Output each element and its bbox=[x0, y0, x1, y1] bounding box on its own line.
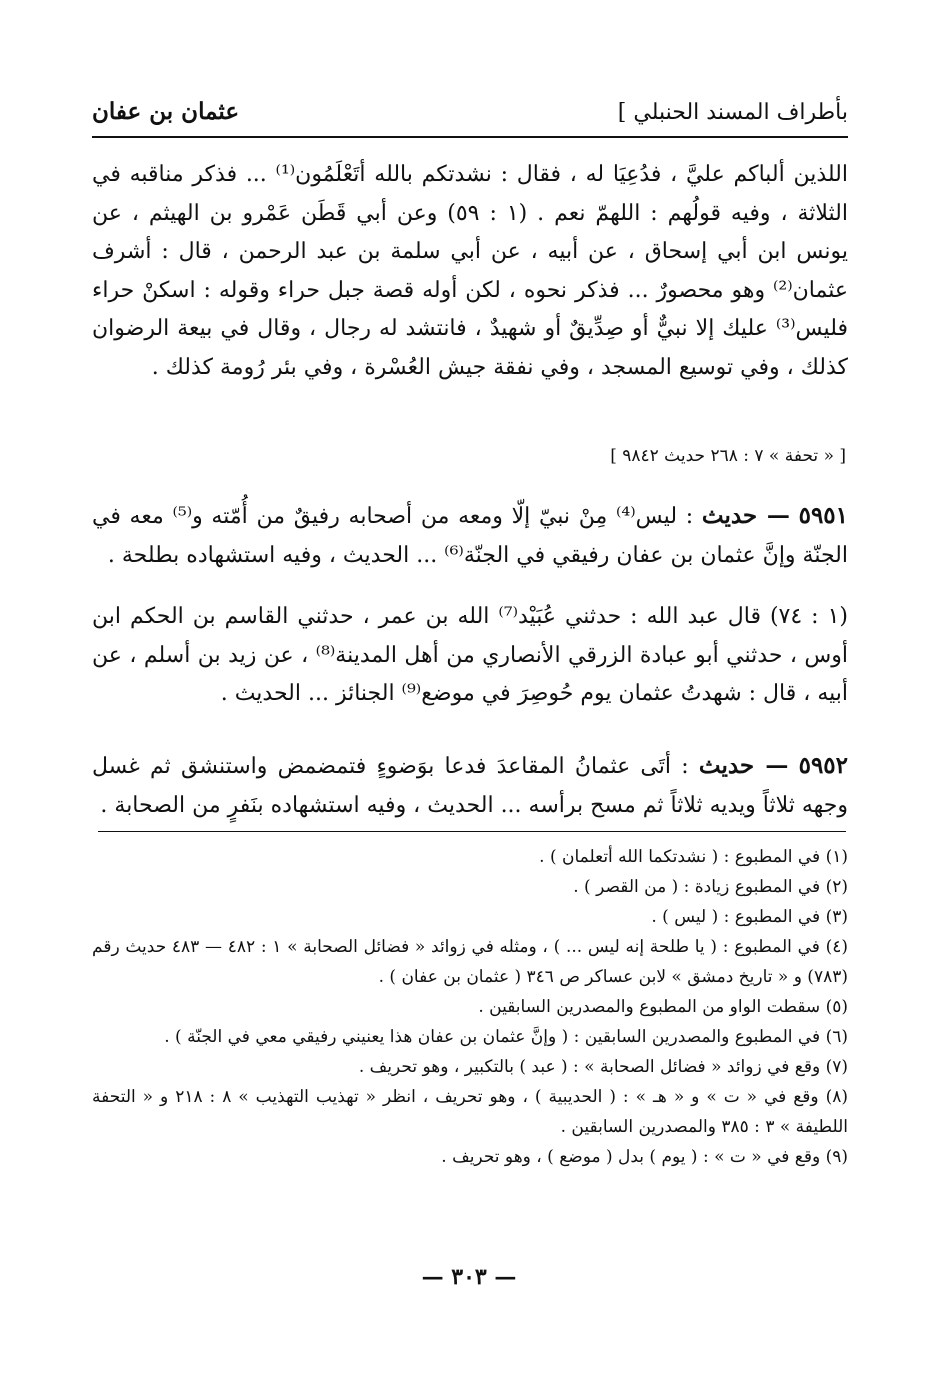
tuhfa-reference: [ « تحفة » ٧ : ٢٦٨ حديث ٩٨٤٢ ] bbox=[610, 446, 846, 466]
footnote-9: (٩) وقع في « ت » : ( يوم ) بدل ( موضع ) ، وهو تحريف . bbox=[441, 1147, 848, 1167]
hadith-5951: ٥٩٥١ — حديث : ليس⁽⁴⁾ مِنْ نبيّ إلّا ومعه من أصحابه رفيقٌ من أُمّته و⁽⁵⁾ معه في الجنّة وإنَّ عثمان بن عفان رفيقي في الجنّة⁽⁶⁾ ... الحديث ، وفيه استشهاده بطلحة . bbox=[92, 502, 849, 568]
footnote-1: (١) في المطبوع : ( نشدتكما الله أتعلمان ) . bbox=[539, 847, 848, 867]
footnote-7: (٧) وقع في زوائد « فضائل الصحابة » : ( عبد ) بالتكبير ، وهو تحريف . bbox=[358, 1057, 848, 1077]
hadith-label: حديث bbox=[698, 752, 755, 779]
page-number: — ٣٠٣ — bbox=[421, 1264, 517, 1290]
isnad-text: (١ : ٧٤) قال عبد الله : حدثني عُبَيْد⁽⁷⁾ الله بن عمر ، حدثني القاسم بن الحكم ابن أوس ، حدثني أبو عبادة الزرقي الأنصاري من أهل المدينة⁽⁸⁾ ، عن زيد بن أسلم ، عن أبيه ، قال : شهدتُ عثمان يوم حُوصِرَ في موضع⁽⁹⁾ الجنائز ... الحديث . bbox=[92, 604, 848, 706]
footnote-6: (٦) في المطبوع والمصدرين السابقين : ( وإنَّ عثمان بن عفان هذا يعنيني رفيقي معي في الجنّة ) . bbox=[164, 1027, 848, 1047]
page-header bbox=[92, 96, 848, 136]
footnote-3: (٣) في المطبوع : ( ليس ) . bbox=[651, 907, 848, 927]
continued-paragraph bbox=[92, 156, 848, 387]
section-title: عثمان بن عفان bbox=[92, 98, 240, 125]
isnad-paragraph bbox=[92, 598, 848, 714]
header-rule bbox=[92, 136, 848, 138]
footnote-4: (٤) في المطبوع : ( يا طلحة إنه ليس ... ) ، ومثله في زوائد « فضائل الصحابة » ١ : ٤٨٢ — ٤٨٣ حديث رقم (٧٨٣) و « تاريخ دمشق » لابن عساكر ص ٣٤٦ ( عثمان بن عفان ) . bbox=[92, 937, 848, 987]
hadith-number: ٥٩٥٢ bbox=[798, 752, 849, 779]
footnote-2: (٢) في المطبوع زيادة : ( من القصر ) . bbox=[573, 877, 848, 897]
hadith-label: حديث bbox=[701, 502, 758, 529]
hadith-text: : ليس⁽⁴⁾ مِنْ نبيّ إلّا ومعه من أصحابه رفيقٌ من أُمّته و⁽⁵⁾ معه في الجنّة وإنَّ عثمان بن عفان رفيقي في الجنّة⁽⁶⁾ ... الحديث ، وفيه استشهاده بطلحة . bbox=[92, 504, 848, 568]
footnote-5: (٥) سقطت الواو من المطبوع والمصدرين السابقين . bbox=[478, 997, 848, 1017]
hadith-number: ٥٩٥١ bbox=[798, 502, 849, 529]
footnote-8: (٨) وقع في « ت » و « هـ » : ( الحديبية ) ، وهو تحريف ، انظر « تهذيب التهذيب » ٨ : ٢١٨ و « التحفة اللطيفة » ٣ : ٣٨٥ والمصدرين السابقين . bbox=[92, 1087, 848, 1137]
hadith-text: : أتَى عثمانُ المقاعدَ فدعا بوَضوءٍ فتمضمض واستنشق ثم غسل وجهه ثلاثاً ويديه ثلاثاً ثم مسح برأسه ... الحديث ، وفيه استشهاده بنَفرٍ من الصحابة . bbox=[92, 754, 848, 818]
footnotes bbox=[92, 842, 848, 1172]
hadith-5952: ٥٩٥٢ — حديث : أتَى عثمانُ المقاعدَ فدعا بوَضوءٍ فتمضمض واستنشق ثم غسل وجهه ثلاثاً ويديه ثلاثاً ثم مسح برأسه ... الحديث ، وفيه استشهاده بنَفرٍ من الصحابة . bbox=[92, 752, 849, 818]
running-title: بأطراف المسند الحنبلي ] bbox=[617, 100, 848, 125]
paragraph-text: اللذين ألباكم عليَّ ، فدُعِيَا له ، فقال : نشدتكم بالله أتَعْلَمُون⁽¹⁾ ... فذكر مناقبه في الثلاثة ، وفيه قولُهم : اللهمّ نعم . (١ : ٥٩) وعن أبي قَطَن عَمْرو بن الهيثم ، عن يونس ابن أبي إسحاق ، عن أبيه ، عن أبي سلمة بن عبد الرحمن ، قال : أشرف عثمان⁽²⁾ وهو محصورٌ ... فذكر نحوه ، لكن أوله قصة جبل حراء وقوله : اسكنْ حراء فليس⁽³⁾ عليك إلا نبيٌّ أو صِدِّيقٌ أو شهيدٌ ، فانتشد له رجال ، وقال في بيعة الرضوان كذلك ، وفي توسيع المسجد ، وفي نفقة جيش العُسْرة ، وفي بئر رُومة كذلك . bbox=[92, 162, 848, 380]
footnote-separator bbox=[98, 831, 846, 832]
